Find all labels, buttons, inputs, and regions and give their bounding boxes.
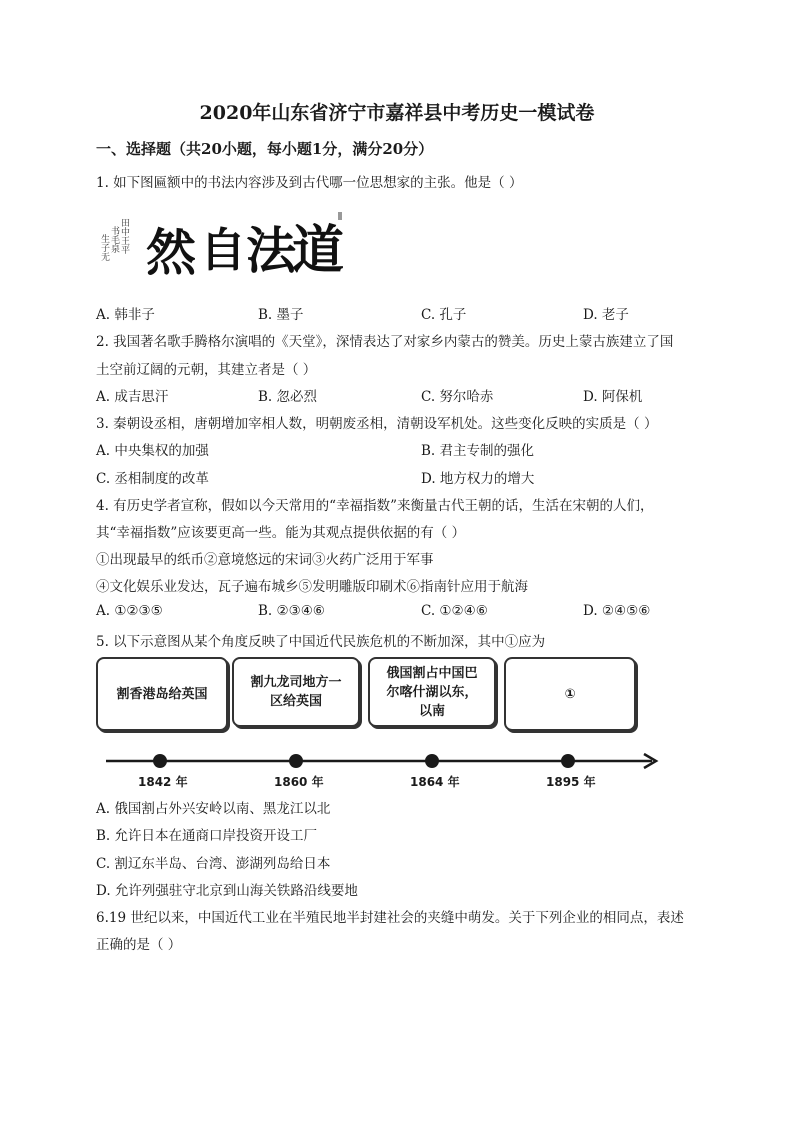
timeline-dot-1860: [289, 754, 303, 768]
question-5-option-b: B. 允许日本在通商口岸投资开设工厂: [96, 828, 318, 844]
inscription-col-2: 书毛泉: [109, 226, 119, 253]
timeline-dot-1842: [153, 754, 167, 768]
timeline-dot-1895: [561, 754, 575, 768]
seal-mark-icon: [338, 212, 342, 220]
timeline-axis: [100, 750, 665, 772]
question-5-option-a: A. 俄国割占外兴安岭以南、黑龙江以北: [96, 801, 331, 817]
timeline-dot-1864: [425, 754, 439, 768]
question-5-stem: 5. 以下示意图从某个角度反映了中国近代民族危机的不断加深，其中①应为: [96, 634, 546, 650]
question-3-option-d: D. 地方权力的增大: [421, 471, 535, 487]
timeline-box-1842: 割香港岛给英国: [96, 657, 228, 731]
question-1-option-a: A. 韩非子: [96, 307, 155, 323]
calligraphy-char-4: 然: [146, 223, 196, 282]
page-title: 2020年山东省济宁市嘉祥县中考历史一模试卷: [199, 102, 595, 124]
inscription-col-3: 生子无: [100, 234, 109, 261]
timeline-box-1864: 俄国割占中国巴尔喀什湖以东，以南: [368, 657, 496, 727]
timeline-box-1895: ①: [504, 657, 636, 731]
question-1-option-d: D. 老子: [583, 307, 629, 323]
timeline-box-1860: 割九龙司地方一区给英国: [232, 657, 360, 727]
inscription-seal: [100, 218, 130, 262]
question-4-item-line-1: ①出现最早的纸币②意境悠远的宋词③火药广泛用于军事: [96, 552, 434, 568]
question-2-option-c: C. 努尔哈赤: [421, 389, 494, 405]
question-4-option-c: C. ①②④⑥: [421, 603, 488, 619]
question-2-stem-line-2: 土空前辽阔的元朝，其建立者是（ ）: [96, 362, 317, 378]
timeline-year-1895: 1895 年: [546, 775, 596, 789]
question-6-stem-line-1: 6.19 世纪以来，中国近代工业在半殖民地半封建社会的夹缝中萌发。关于下列企业的相同点，表述: [96, 910, 684, 926]
question-3-option-a: A. 中央集权的加强: [96, 443, 209, 459]
calligraphy-char-1: 道: [292, 220, 344, 281]
inscription-col-1: 田中王平: [119, 218, 129, 254]
timeline-year-1842: 1842 年: [138, 775, 188, 789]
question-4-option-d: D. ②④⑤⑥: [583, 603, 651, 619]
timeline-year-1860: 1860 年: [274, 775, 324, 789]
question-3-option-b: B. 君主专制的强化: [421, 443, 535, 459]
timeline-year-1864: 1864 年: [410, 775, 460, 789]
question-3-option-c: C. 丞相制度的改革: [96, 471, 209, 487]
question-2-stem-line-1: 2. 我国著名歌手腾格尔演唱的《天堂》，深情表达了对家乡内蒙古的赞美。历史上蒙古族建立了国: [96, 334, 674, 350]
question-5-option-d: D. 允许列强驻守北京到山海关铁路沿线要地: [96, 883, 358, 899]
question-2-option-a: A. 成吉思汗: [96, 389, 169, 405]
question-1-option-c: C. 孔子: [421, 307, 467, 323]
question-4-option-b: B. ②③④⑥: [258, 603, 325, 619]
question-1-option-b: B. 墨子: [258, 307, 304, 323]
question-5-option-c: C. 割辽东半岛、台湾、澎湖列岛给日本: [96, 856, 331, 872]
question-2-option-d: D. 阿保机: [583, 389, 643, 405]
calligraphy-char-3: 自: [200, 223, 246, 277]
calligraphy-char-2: 法: [246, 221, 296, 280]
calligraphy-plaque-image: [100, 204, 344, 282]
question-4-stem-line-2: 其“幸福指数”应该要更高一些。能为其观点提供依据的有（ ）: [96, 525, 466, 541]
question-1-stem: 1. 如下图匾额中的书法内容涉及到古代哪一位思想家的主张。他是（ ）: [96, 175, 523, 191]
question-6-stem-line-2: 正确的是（ ）: [96, 937, 182, 953]
question-2-option-b: B. 忽必烈: [258, 389, 318, 405]
question-4-stem-line-1: 4. 有历史学者宣称，假如以今天常用的“幸福指数”来衡量古代王朝的话，生活在宋朝的人们，: [96, 498, 654, 514]
question-3-stem: 3. 秦朝设丞相，唐朝增加宰相人数，明朝废丞相，清朝设军机处。这些变化反映的实质是（ ）: [96, 416, 658, 432]
question-4-option-a: A. ①②③⑤: [96, 603, 163, 619]
question-4-item-line-2: ④文化娱乐业发达，瓦子遍布城乡⑤发明雕版印刷术⑥指南针应用于航海: [96, 579, 528, 595]
section-heading: 一、选择题（共20小题，每小题1分，满分20分）: [96, 140, 434, 158]
